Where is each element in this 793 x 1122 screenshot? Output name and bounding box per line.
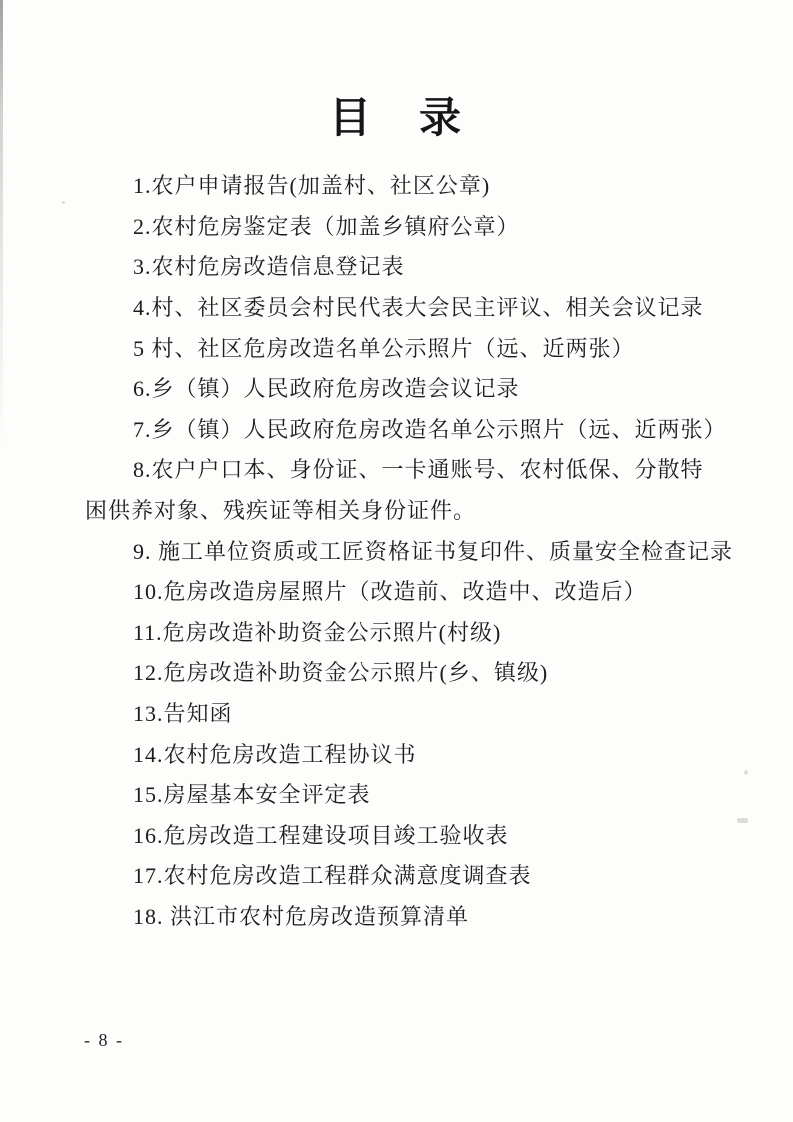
toc-item-18: 18. 洪江市农村危房改造预算清单 xyxy=(133,903,470,929)
toc-item-5: 5 村、社区危房改造名单公示照片（远、近两张） xyxy=(133,335,635,361)
toc-item-10: 10.危房改造房屋照片（改造前、改造中、改造后） xyxy=(133,579,647,605)
scan-speck-artifact xyxy=(62,201,65,204)
toc-item-1: 1.农户申请报告(加盖村、社区公章) xyxy=(133,173,491,199)
table-of-contents xyxy=(0,166,793,937)
scan-speck-artifact xyxy=(737,818,748,823)
page-title: 目 录 xyxy=(328,96,464,142)
scan-edge-artifact xyxy=(0,0,3,450)
toc-item-15: 15.房屋基本安全评定表 xyxy=(133,782,371,808)
toc-item-13: 13.告知函 xyxy=(133,700,233,726)
toc-item-14: 14.农村危房改造工程协议书 xyxy=(133,741,417,767)
page-number: - 8 - xyxy=(84,1030,124,1050)
scan-speck-artifact xyxy=(744,770,748,775)
toc-item-3: 3.农村危房改造信息登记表 xyxy=(133,254,405,280)
toc-item-9: 9. 施工单位资质或工匠资格证书复印件、质量安全检查记录 xyxy=(133,538,734,564)
toc-item-16: 16.危房改造工程建设项目竣工验收表 xyxy=(133,822,509,848)
toc-item-2: 2.农村危房鉴定表（加盖乡镇府公章） xyxy=(133,213,520,239)
toc-item-6: 6.乡（镇）人民政府危房改造会议记录 xyxy=(133,376,520,402)
toc-item-4: 4.村、社区委员会村民代表大会民主评议、相关会议记录 xyxy=(133,294,704,320)
toc-item-8: 8.农户户口本、身份证、一卡通账号、农村低保、分散特困供养对象、残疾证等相关身份证件。 xyxy=(85,457,704,523)
toc-item-17: 17.农村危房改造工程群众满意度调查表 xyxy=(133,863,532,889)
toc-item-11: 11.危房改造补助资金公示照片(村级) xyxy=(133,619,502,645)
toc-item-12: 12.危房改造补助资金公示照片(乡、镇级) xyxy=(133,660,549,686)
toc-item-7: 7.乡（镇）人民政府危房改造名单公示照片（远、近两张） xyxy=(133,416,727,442)
